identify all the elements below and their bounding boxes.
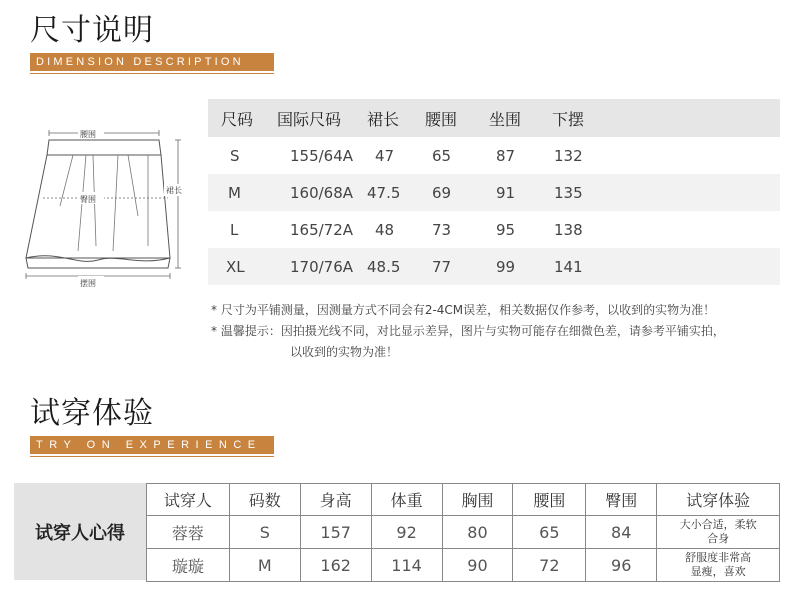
cell-bust: 90 [442,549,513,582]
cell-waist: 73 [432,220,452,239]
header-size: 码数 [229,484,300,516]
cell-intl-size: 170/76A [290,257,354,276]
waist-label: 腰围 [80,130,96,139]
cell-intl-size: 155/64A [290,146,354,165]
size-section-title: 尺寸说明 [30,13,154,48]
header-intl-size: 国际尺码 [277,109,342,129]
table-row [208,174,780,211]
cell-waist: 72 [513,549,586,582]
header-waist: 腰围 [425,109,458,129]
cell-hip: 91 [496,183,516,202]
table-row [208,248,780,285]
size-table-header [208,99,780,137]
cell-tester: 蓉蓉 [147,516,230,549]
cell-size: S [229,516,300,549]
cell-size: L [230,220,239,239]
cell-hem: 141 [554,257,583,276]
table-row [147,516,780,549]
note-color-tip: * 温馨提示：因拍摄光线不同，对比显示差异，图片与实物可能存在细微色差，请参考平铺实拍， [211,324,725,338]
cell-height: 162 [300,549,371,582]
cell-waist: 77 [432,257,452,276]
tryon-table-header [147,484,780,516]
cell-experience [657,549,780,582]
note-color-tip-cont: 以收到的实物为准！ [290,345,399,359]
header-size: 尺码 [221,109,254,129]
size-table [208,99,780,285]
header-hip: 坐围 [489,109,522,129]
experience-line: 大小合适，柔软 [679,518,757,531]
header-bust: 胸围 [442,484,513,516]
tryon-table [146,483,780,582]
tryon-section-underline [30,456,274,457]
cell-size: S [230,146,240,165]
cell-tester: 璇璇 [147,549,230,582]
table-row [208,211,780,248]
cell-length: 48.5 [367,257,401,276]
skirt-measurement-diagram [18,126,190,290]
length-label: 裙长 [166,186,182,195]
experience-line: 舒服度非常高 [685,551,752,564]
cell-experience [657,516,780,549]
header-tester: 试穿人 [147,484,230,516]
hem-label: 摆围 [80,279,96,288]
cell-height: 157 [300,516,371,549]
tryon-section-title: 试穿体验 [30,396,154,431]
cell-length: 47.5 [367,183,401,202]
cell-size: M [229,549,300,582]
header-hip: 臀围 [586,484,657,516]
experience-line: 显瘦，喜欢 [690,565,746,578]
experience-line: 合身 [707,532,730,545]
cell-hip: 96 [586,549,657,582]
cell-hip: 99 [496,257,516,276]
tryon-left-label: 试穿人心得 [14,483,146,580]
cell-hip: 95 [496,220,516,239]
cell-waist: 65 [513,516,586,549]
size-notes [211,300,725,363]
table-row [208,137,780,174]
hip-label: 臀围 [80,195,96,204]
cell-waist: 65 [432,146,452,165]
cell-length: 47 [375,146,395,165]
cell-intl-size: 165/72A [290,220,354,239]
cell-hem: 132 [554,146,583,165]
cell-hip: 87 [496,146,516,165]
header-experience: 试穿体验 [657,484,780,516]
cell-size: M [228,183,241,202]
header-height: 身高 [300,484,371,516]
header-hem: 下摆 [552,109,585,129]
tryon-section-subtitle: TRY ON EXPERIENCE [30,436,274,454]
cell-size: XL [226,257,245,276]
table-row [147,549,780,582]
cell-hip: 84 [586,516,657,549]
cell-bust: 80 [442,516,513,549]
cell-weight: 92 [371,516,442,549]
header-length: 裙长 [367,109,400,129]
header-waist: 腰围 [513,484,586,516]
header-weight: 体重 [371,484,442,516]
cell-hem: 135 [554,183,583,202]
size-section-subtitle: DIMENSION DESCRIPTION [30,53,274,71]
cell-intl-size: 160/68A [290,183,354,202]
note-measurement: * 尺寸为平铺测量，因测量方式不同会有2-4CM误差，相关数据仅作参考，以收到的实物为准！ [211,303,716,317]
cell-length: 48 [375,220,395,239]
cell-waist: 69 [432,183,452,202]
cell-weight: 114 [371,549,442,582]
cell-hem: 138 [554,220,583,239]
size-section-underline [30,73,274,74]
